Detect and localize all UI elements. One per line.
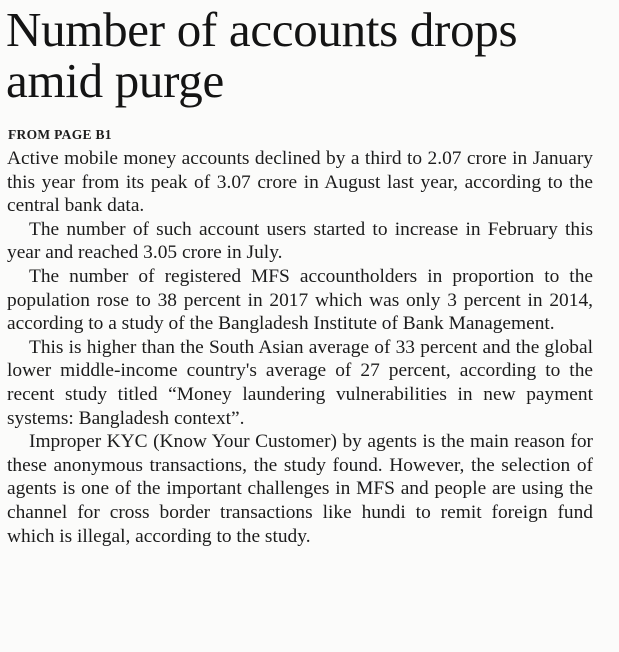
dateline: FROM PAGE B1 bbox=[8, 127, 112, 142]
paragraph-5: Improper KYC (Know Your Customer) by agents is the main reason for these anonymous transactions, the study found. However, the selection of agents is one of the important challenges in MFS and people are using the channel for cross border transactions like hundi to remit foreign fund which is illegal, according to the study. bbox=[7, 431, 593, 547]
paragraph-4: This is higher than the South Asian average of 33 percent and the global lower middle-income country's average of 27 percent, according to the recent study titled “Money laundering vulnerabilities in new payment systems: Bangladesh context”. bbox=[7, 336, 593, 429]
article-body bbox=[7, 147, 593, 548]
paragraph-3: The number of registered MFS accountholders in proportion to the population rose to 38 percent in 2017 which was only 3 percent in 2014, according to a study of the Bangladesh Institute of Bank Management. bbox=[7, 265, 593, 335]
headline: Number of accounts drops amid purge bbox=[6, 2, 518, 108]
paragraph-2: The number of such account users started to increase in February this year and reached 3.05 crore in July. bbox=[7, 218, 593, 264]
paragraph-1: Active mobile money accounts declined by a third to 2.07 crore in January this year from its peak of 3.07 crore in August last year, according to the central bank data. bbox=[7, 148, 593, 217]
